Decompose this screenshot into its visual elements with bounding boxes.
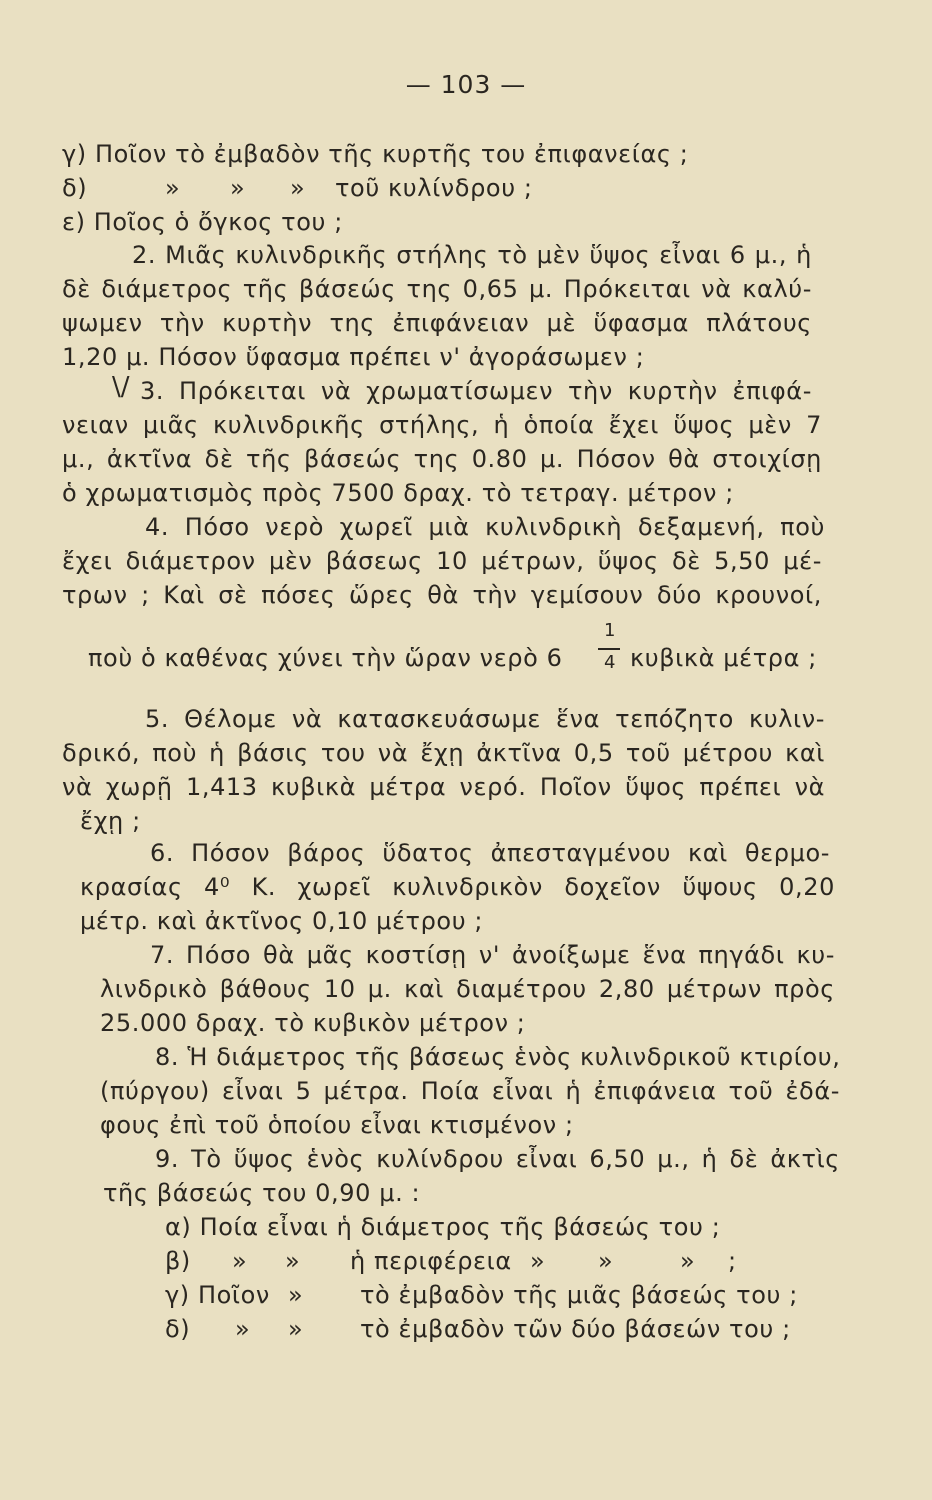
- ditto-mark: »: [165, 174, 181, 202]
- ditto-mark: »: [285, 1247, 301, 1275]
- line-1: γ) Ποῖον τὸ ἐμβαδὸν τῆς κυρτῆς του ἐπιφανείας ;: [62, 140, 689, 168]
- line-9: νειαν μιᾶς κυλινδρικῆς στήλης, ἡ ὁποία ἔχει ὕψος μὲν 7: [62, 411, 822, 439]
- page-number: — 103 —: [405, 70, 527, 99]
- line-24: λινδρικὸ βάθους 10 μ. καὶ διαμέτρου 2,80 μέτρων πρὸς: [100, 975, 835, 1003]
- line-29: 9. Τὸ ὕψος ἑνὸς κυλίνδρου εἶναι 6,50 μ., ἡ δὲ ἀκτὶς: [155, 1145, 840, 1173]
- line-32-text: ἡ περιφέρεια: [350, 1247, 512, 1275]
- ditto-mark: »: [230, 174, 246, 202]
- line-32-end: ;: [728, 1247, 737, 1275]
- line-25: 25.000 δραχ. τὸ κυβικὸν μέτρον ;: [100, 1009, 526, 1037]
- ditto-mark: »: [288, 1281, 304, 1309]
- ditto-mark: »: [235, 1315, 251, 1343]
- line-22: μέτρ. καὶ ἀκτῖνος 0,10 μέτρου ;: [80, 907, 484, 935]
- ditto-mark: »: [232, 1247, 248, 1275]
- fraction-bar: [598, 648, 620, 650]
- ditto-mark: »: [288, 1315, 304, 1343]
- line-7: 1,20 μ. Πόσον ὕφασμα πρέπει ν' ἀγοράσωμεν ;: [62, 343, 645, 371]
- line-21: κρασίας 4⁰ Κ. χωρεῖ κυλινδρικὸν δοχεῖον ὕψους 0,20: [80, 873, 835, 901]
- line-15-end: κυβικὰ μέτρα ;: [630, 644, 817, 672]
- line-6: ψωμεν τὴν κυρτὴν της ἐπιφάνειαν μὲ ὕφασμα πλάτους: [62, 309, 812, 337]
- line-27: (πύργου) εἶναι 5 μέτρα. Ποία εἶναι ἡ ἐπιφάνεια τοῦ ἐδά-: [100, 1077, 840, 1105]
- margin-check-mark: \/: [112, 372, 130, 402]
- ditto-mark: »: [290, 174, 306, 202]
- line-8: 3. Πρόκειται νὰ χρωματίσωμεν τὴν κυρτὴν ἐπιφά-: [140, 377, 812, 405]
- line-2-text: τοῦ κυλίνδρου ;: [335, 174, 533, 202]
- line-34-text: τὸ ἐμβαδὸν τῶν δύο βάσεών του ;: [360, 1315, 791, 1343]
- line-32-label: β): [165, 1247, 191, 1275]
- line-33-text: τὸ ἐμβαδὸν τῆς μιᾶς βάσεώς του ;: [360, 1281, 798, 1309]
- line-26: 8. Ἡ διάμετρος τῆς βάσεως ἑνὸς κυλινδρικοῦ κτιρίου,: [155, 1043, 841, 1071]
- line-4: 2. Μιᾶς κυλινδρικῆς στήλης τὸ μὲν ὕψος εἶναι 6 μ., ἡ: [132, 241, 812, 269]
- line-31: α) Ποία εἶναι ἡ διάμετρος τῆς βάσεώς του ;: [165, 1213, 721, 1241]
- line-10: μ., ἀκτῖνα δὲ τῆς βάσεώς της 0.80 μ. Πόσον θὰ στοιχίσῃ: [62, 445, 822, 473]
- line-30: τῆς βάσεώς του 0,90 μ. :: [103, 1179, 421, 1207]
- line-15: ποὺ ὁ καθένας χύνει τὴν ὥραν νερὸ 6: [88, 644, 563, 672]
- line-13: ἔχει διάμετρον μὲν βάσεως 10 μέτρων, ὕψος δὲ 5,50 μέ-: [62, 547, 822, 575]
- line-34-label: δ): [165, 1315, 191, 1343]
- fraction-numerator: 1: [604, 620, 616, 641]
- line-16: 5. Θέλομε νὰ κατασκευάσωμε ἕνα τεπόζητο κυλιν-: [145, 705, 825, 733]
- line-17: δρικό, ποὺ ἡ βάσις του νὰ ἔχῃ ἀκτῖνα 0,5 τοῦ μέτρου καὶ: [62, 739, 825, 767]
- line-33-label: γ) Ποῖον: [165, 1281, 270, 1309]
- line-18: νὰ χωρῇ 1,413 κυβικὰ μέτρα νερό. Ποῖον ὕψος πρέπει νὰ: [62, 773, 825, 801]
- line-11: ὁ χρωματισμὸς πρὸς 7500 δραχ. τὸ τετραγ. μέτρον ;: [62, 479, 734, 507]
- line-19: ἔχῃ ;: [80, 807, 141, 835]
- line-2-label: δ): [62, 174, 88, 202]
- fraction-denominator: 4: [604, 652, 616, 673]
- line-20: 6. Πόσον βάρος ὕδατος ἀπεσταγμένου καὶ θερμο-: [150, 839, 830, 867]
- line-28: φους ἐπὶ τοῦ ὁποίου εἶναι κτισμένον ;: [100, 1111, 574, 1139]
- line-12: 4. Πόσο νερὸ χωρεῖ μιὰ κυλινδρικὴ δεξαμενή, ποὺ: [145, 513, 825, 541]
- ditto-mark: »: [598, 1247, 614, 1275]
- ditto-mark: »: [530, 1247, 546, 1275]
- ditto-mark: »: [680, 1247, 696, 1275]
- line-3: ε) Ποῖος ὁ ὄγκος του ;: [62, 208, 343, 236]
- line-14: τρων ; Καὶ σὲ πόσες ὥρες θὰ τὴν γεμίσουν δύο κρουνοί,: [62, 581, 822, 609]
- line-23: 7. Πόσο θὰ μᾶς κοστίσῃ ν' ἀνοίξωμε ἕνα πηγάδι κυ-: [150, 941, 835, 969]
- line-5: δὲ διάμετρος τῆς βάσεώς της 0,65 μ. Πρόκειται νὰ καλύ-: [62, 275, 812, 303]
